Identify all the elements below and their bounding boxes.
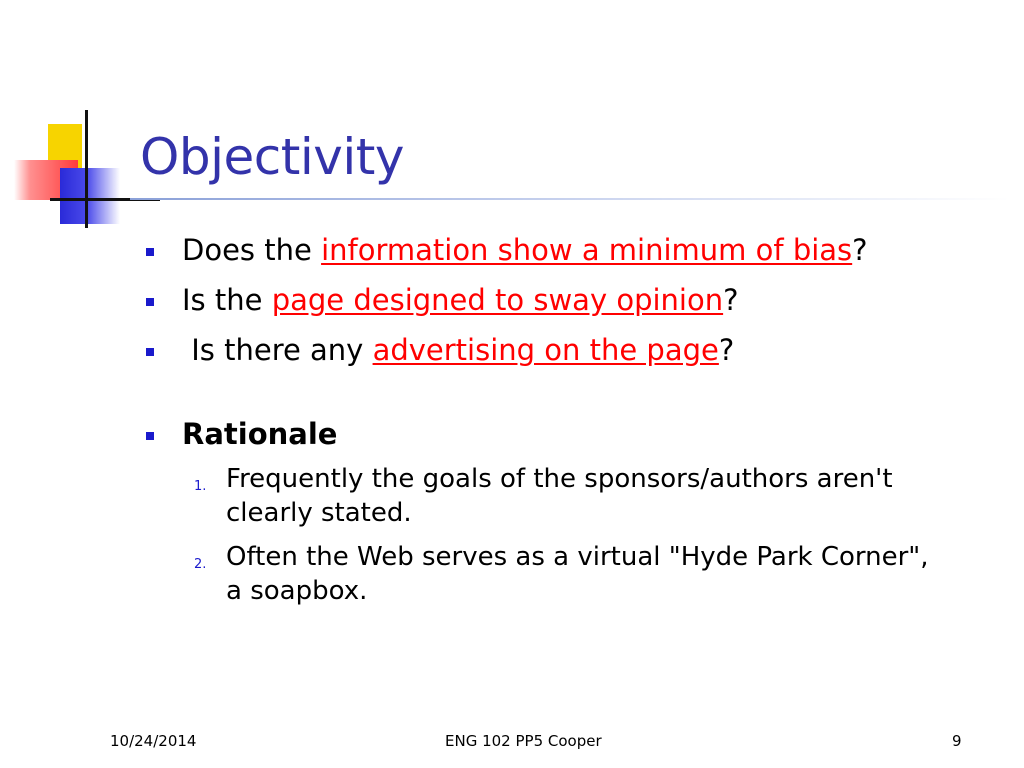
item-text: Often the Web serves as a virtual "Hyde Park Corner", a soapbox.: [226, 542, 929, 606]
bullet-item-rationale: [146, 412, 946, 456]
link-information-bias[interactable]: information show a minimum of bias: [321, 233, 853, 267]
bullet-text: ?: [852, 233, 868, 267]
bullet-marker-icon: [146, 348, 154, 356]
bullet-text: Is the: [182, 283, 272, 317]
item-number: 2.: [194, 557, 207, 572]
footer-date: 10/24/2014: [110, 732, 197, 750]
footer-page-number: 9: [952, 732, 962, 750]
bullet-marker-icon: [146, 248, 154, 256]
logo-vertical-line: [85, 110, 88, 228]
numbered-item: [194, 540, 946, 608]
footer-course: ENG 102 PP5 Cooper: [445, 732, 602, 750]
bullet-item-bias: [146, 228, 946, 272]
bullet-text: ?: [718, 333, 735, 367]
bullet-text: Does the: [182, 233, 322, 267]
rationale-numbered-list: [194, 462, 946, 608]
bullet-item-advertising: [146, 328, 946, 372]
bullet-text: Is there any: [182, 333, 373, 367]
logo-blue-block: [60, 168, 120, 224]
link-page-sway-opinion[interactable]: page designed to sway opinion: [271, 283, 724, 317]
item-number: 1.: [194, 479, 207, 494]
bullet-list: [146, 228, 946, 618]
numbered-item: [194, 462, 946, 530]
bullet-marker-icon: [146, 298, 154, 306]
rationale-heading: Rationale: [182, 417, 338, 451]
title-underline-rule: [130, 198, 1010, 200]
bullet-text: ?: [723, 283, 739, 317]
slide-title: Objectivity: [140, 128, 404, 186]
bullet-marker-icon: [146, 432, 154, 440]
link-advertising[interactable]: advertising on the page: [372, 333, 719, 367]
bullet-item-sway: [146, 278, 946, 322]
item-text: Frequently the goals of the sponsors/authors aren't clearly stated.: [226, 464, 893, 528]
